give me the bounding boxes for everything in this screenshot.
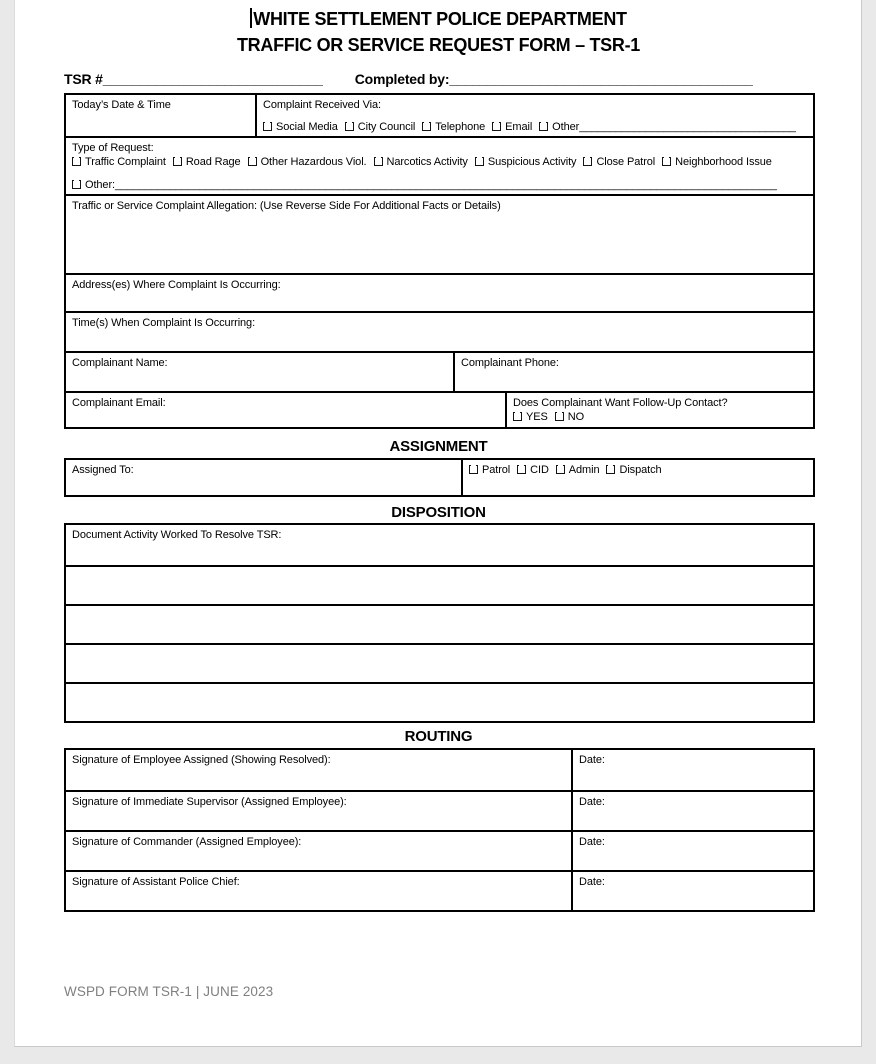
option-type-other	[72, 179, 777, 191]
tsr-number-field[interactable]: _____________________________	[102, 71, 323, 87]
intake-table	[64, 93, 815, 429]
address-row	[66, 273, 813, 311]
option-email: Email	[492, 121, 532, 133]
followup-cell[interactable]	[507, 393, 813, 427]
disposition-activity-cell[interactable]	[66, 525, 813, 565]
disposition-activity-row	[66, 525, 813, 565]
option-city-council: City Council	[345, 121, 416, 133]
tsr-header-row	[64, 71, 813, 87]
allegation-row	[66, 194, 813, 273]
type-other-label: Other:	[85, 179, 115, 191]
todays-date-time-label: Today’s Date & Time	[72, 99, 171, 111]
dispatch-checkbox-icon[interactable]	[606, 465, 615, 474]
option-other-hazardous: Other Hazardous Viol.	[248, 156, 367, 168]
option-followup-no: NO	[555, 411, 584, 423]
assigned-to-label: Assigned To:	[72, 464, 134, 476]
narcotics-checkbox-icon[interactable]	[374, 157, 383, 166]
title-text-2: TRAFFIC OR SERVICE REQUEST FORM – TSR-1	[236, 35, 640, 55]
date-received-row	[66, 95, 813, 136]
neighborhood-checkbox-icon[interactable]	[662, 157, 671, 166]
option-suspicious-activity: Suspicious Activity	[475, 156, 577, 168]
type-other-field[interactable]: ______________________________________________________________________________________________________________	[114, 179, 777, 191]
assignment-row	[66, 460, 813, 495]
cid-checkbox-icon[interactable]	[517, 465, 526, 474]
option-followup-yes: YES	[513, 411, 548, 423]
allegation-cell[interactable]	[66, 196, 813, 273]
routing-row-employee	[66, 750, 813, 790]
complaint-received-via-cell[interactable]	[257, 95, 813, 136]
suspicious-checkbox-icon[interactable]	[475, 157, 484, 166]
tsr-number-label: TSR #	[64, 71, 103, 87]
type-of-request-cell[interactable]	[66, 138, 813, 194]
telephone-checkbox-icon[interactable]	[422, 122, 431, 131]
routing-row-supervisor	[66, 790, 813, 830]
allegation-label: Traffic or Service Complaint Allegation: (Use Reverse Side For Additional Facts or Details)	[72, 200, 501, 212]
disposition-table	[64, 523, 815, 723]
disposition-activity-label: Document Activity Worked To Resolve TSR:	[72, 529, 282, 541]
todays-date-time-cell[interactable]	[66, 95, 257, 136]
received-other-checkbox-icon[interactable]	[539, 122, 548, 131]
followup-options	[513, 410, 808, 424]
routing-row-commander	[66, 830, 813, 870]
option-traffic-complaint: Traffic Complaint	[72, 156, 166, 168]
option-dispatch: Dispatch	[606, 464, 661, 476]
option-social-media: Social Media	[263, 121, 338, 133]
asst-chief-signature-cell[interactable]	[66, 872, 573, 910]
complainant-email-label: Complainant Email:	[72, 397, 166, 409]
address-cell[interactable]	[66, 275, 813, 311]
completed-by-label: Completed by:	[354, 71, 450, 87]
disposition-blank-row-1	[66, 565, 813, 604]
patrol-checkbox-icon[interactable]	[469, 465, 478, 474]
supervisor-date-label: Date:	[579, 796, 605, 808]
complaint-received-via-label: Complaint Received Via:	[263, 99, 381, 111]
complainant-name-label: Complainant Name:	[72, 357, 168, 369]
type-of-request-label: Type of Request:	[72, 142, 154, 154]
routing-heading: ROUTING	[404, 728, 473, 745]
employee-signature-label: Signature of Employee Assigned (Showing Resolved):	[72, 754, 331, 766]
employee-date-cell[interactable]	[573, 750, 813, 790]
option-narcotics-activity: Narcotics Activity	[374, 156, 468, 168]
title-text-1: WHITE SETTLEMENT POLICE DEPARTMENT	[253, 9, 627, 29]
option-road-rage: Road Rage	[173, 156, 241, 168]
option-telephone: Telephone	[422, 121, 485, 133]
time-cell[interactable]	[66, 313, 813, 351]
received-other-label: Other	[552, 121, 580, 133]
disposition-blank-cell-3[interactable]	[66, 645, 813, 682]
type-other-checkbox-icon[interactable]	[72, 180, 81, 189]
routing-row-asst-chief	[66, 870, 813, 910]
complainant-email-cell[interactable]	[66, 393, 507, 427]
email-checkbox-icon[interactable]	[492, 122, 501, 131]
type-of-request-row	[66, 136, 813, 194]
supervisor-signature-cell[interactable]	[66, 792, 573, 830]
disposition-blank-row-4	[66, 682, 813, 721]
assignment-table	[64, 458, 815, 497]
document-page[interactable]	[14, 0, 862, 1047]
time-row	[66, 311, 813, 351]
assignment-options	[469, 463, 808, 477]
time-label: Time(s) When Complaint Is Occurring:	[72, 317, 256, 329]
employee-date-label: Date:	[579, 754, 605, 766]
commander-signature-cell[interactable]	[66, 832, 573, 870]
disposition-blank-cell-1[interactable]	[66, 567, 813, 604]
form-footer: WSPD FORM TSR-1 | JUNE 2023	[64, 984, 274, 999]
road-rage-checkbox-icon[interactable]	[173, 157, 182, 166]
option-received-other	[539, 121, 796, 133]
complainant-name-cell[interactable]	[66, 353, 455, 391]
option-close-patrol: Close Patrol	[583, 156, 655, 168]
traffic-complaint-checkbox-icon[interactable]	[72, 157, 81, 166]
assigned-to-cell[interactable]	[66, 460, 463, 495]
assignment-unit-cell[interactable]	[463, 460, 813, 495]
option-admin: Admin	[556, 464, 600, 476]
no-checkbox-icon[interactable]	[555, 412, 564, 421]
complainant-phone-cell[interactable]	[455, 353, 813, 391]
text-cursor-caret	[250, 8, 252, 28]
disposition-heading: DISPOSITION	[391, 504, 486, 521]
close-patrol-checkbox-icon[interactable]	[583, 157, 592, 166]
email-followup-row	[66, 391, 813, 427]
commander-date-label: Date:	[579, 836, 605, 848]
city-council-checkbox-icon[interactable]	[345, 122, 354, 131]
page-title-line-1	[64, 6, 813, 32]
completed-by-field[interactable]: ________________________________________	[449, 71, 753, 87]
type-other-line	[72, 178, 808, 192]
disposition-blank-cell-4[interactable]	[66, 684, 813, 721]
asst-chief-date-cell[interactable]	[573, 872, 813, 910]
asst-chief-signature-label: Signature of Assistant Police Chief:	[72, 876, 240, 888]
assignment-heading: ASSIGNMENT	[389, 438, 488, 455]
yes-checkbox-icon[interactable]	[513, 412, 522, 421]
name-phone-row	[66, 351, 813, 391]
page-title-line-2	[64, 32, 813, 58]
received-other-field[interactable]: ____________________________________	[579, 121, 796, 133]
complainant-phone-label: Complainant Phone:	[461, 357, 559, 369]
option-patrol: Patrol	[469, 464, 510, 476]
supervisor-signature-label: Signature of Immediate Supervisor (Assigned Employee):	[72, 796, 347, 808]
admin-checkbox-icon[interactable]	[556, 465, 565, 474]
type-of-request-options	[72, 155, 808, 169]
option-cid: CID	[517, 464, 549, 476]
disposition-blank-row-2	[66, 604, 813, 643]
commander-signature-label: Signature of Commander (Assigned Employee):	[72, 836, 302, 848]
employee-signature-cell[interactable]	[66, 750, 573, 790]
option-neighborhood-issue: Neighborhood Issue	[662, 156, 772, 168]
received-via-options	[263, 120, 808, 134]
followup-label: Does Complainant Want Follow-Up Contact?	[513, 397, 728, 409]
disposition-blank-cell-2[interactable]	[66, 606, 813, 643]
social-media-checkbox-icon[interactable]	[263, 122, 272, 131]
asst-chief-date-label: Date:	[579, 876, 605, 888]
routing-table	[64, 748, 815, 912]
commander-date-cell[interactable]	[573, 832, 813, 870]
other-hazardous-checkbox-icon[interactable]	[248, 157, 257, 166]
supervisor-date-cell[interactable]	[573, 792, 813, 830]
page-title	[64, 6, 813, 58]
address-label: Address(es) Where Complaint Is Occurring:	[72, 279, 281, 291]
disposition-blank-row-3	[66, 643, 813, 682]
